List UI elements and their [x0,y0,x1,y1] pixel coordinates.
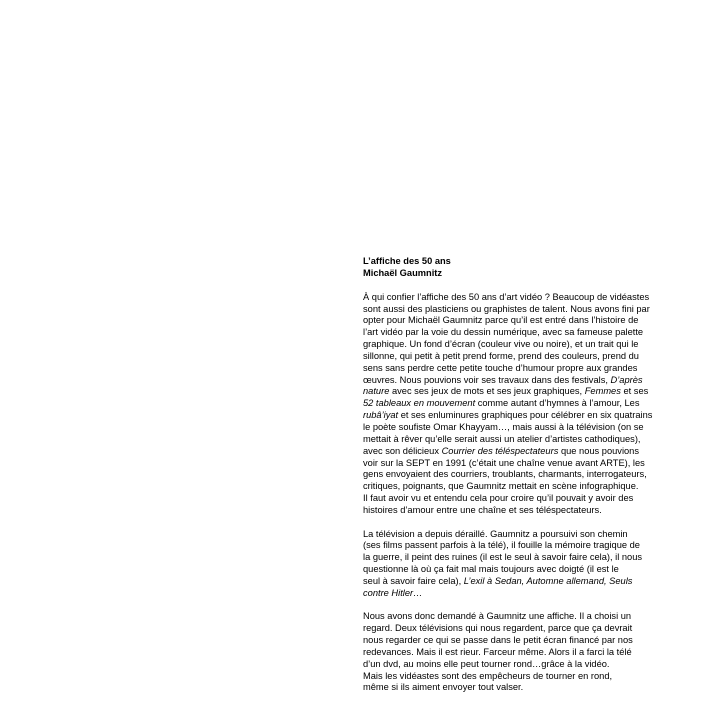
text-run: critiques, poignants, que Gaumnitz mettait en scène infographique. [363,481,639,492]
text-line [363,611,673,623]
text-run: opter pour Michaël Gaumnitz parce qu’il est entré dans l’histoire de [363,315,639,326]
text-line [363,327,673,339]
text-line [363,375,673,387]
italic-text-run: nature [363,386,390,397]
text-line [363,647,673,659]
text-line [363,505,673,517]
text-line [363,529,673,541]
text-line [363,623,673,635]
text-line [363,588,673,600]
text-run: nous regarder ce qui se passe dans le petit écran financé par nos [363,635,633,646]
italic-text-run: Femmes [584,386,621,397]
text-line [363,682,673,694]
text-run: seul à savoir faire cela), [363,575,464,586]
text-line [363,552,673,564]
italic-text-run: D’après [610,374,643,385]
text-line [363,576,673,588]
text-run: et ses [620,386,649,397]
text-run: La télévision a depuis déraillé. Gaumnitz a poursuivi son chemin [363,528,628,539]
text-line [363,493,673,505]
text-run: que nous pouvions [558,445,639,456]
italic-text-run: rubâ’iyat [363,410,399,421]
italic-text-run: 52 tableaux en mouvement [363,398,476,409]
text-run: histoires d’amour entre une chaîne et ses téléspectateurs. [363,504,602,515]
text-run: Il faut avoir vu et entendu cela pour croire qu’il pouvait y avoir des [363,493,634,504]
article-heading [363,256,673,280]
italic-text-run: contre Hitler… [363,587,423,598]
text-run: regard. Deux télévisions qui nous regardent, parce que ça devrait [363,623,633,634]
article-title: L’affiche des 50 ans [363,256,451,266]
text-run: graphique. Un fond d’écran (couleur vive ou noire), et un trait qui le [363,339,639,350]
article [363,256,673,706]
text-line [363,481,673,493]
text-line [363,458,673,470]
text-line [363,540,673,552]
text-line [363,398,673,410]
article-paragraph [363,529,673,600]
text-line [363,434,673,446]
text-run: l’art vidéo par la voie du dessin numérique, avec sa fameuse palette [363,327,644,338]
italic-text-run: Courrier des téléspectateurs [441,445,559,456]
text-run: redevances. Mais il est rieur. Farceur même. Alors il a farci la télé [363,646,632,657]
text-line [363,446,673,458]
text-run: Mais les vidéastes sont des empêcheurs de tourner en rond, [363,670,613,681]
text-line [363,659,673,671]
italic-text-run: L’exil à Sedan, Automne allemand, Seuls [463,575,633,586]
text-run: même si ils aiment envoyer tout valser. [363,682,524,693]
text-run: le poète soufiste Omar Khayyam…, mais aussi à la télévision (on se [363,421,644,432]
article-author: Michaël Gaumnitz [363,267,443,278]
text-line [363,304,673,316]
text-run: sens sans perdre cette petite touche d’humour propre aux grandes [363,362,638,373]
text-run: d’un dvd, au moins elle peut tourner rond…grâce à la vidéo. [363,658,610,669]
text-run: À qui confier l’affiche des 50 ans d’art vidéo ? Beaucoup de vidéastes [363,291,650,302]
text-run: œuvres. Nous pouvions voir ses travaux dans des festivals, [363,374,611,385]
text-line [363,315,673,327]
text-run: sont aussi des plasticiens ou graphistes de talent. Nous avons fini par [363,303,650,314]
text-line [363,422,673,434]
text-line [363,351,673,363]
text-run: (ses films passent parfois à la télé), il fouille la mémoire tragique de [363,540,640,551]
text-run: comme autant d’hymnes à l’amour, Les [475,398,640,409]
text-run: la guerre, il peint des ruines (il est le seul à savoir faire cela), il nous [363,552,643,563]
text-run: avec ses jeux de mots et ses jeux graphiques, [389,386,585,397]
text-line [363,564,673,576]
text-line [363,386,673,398]
text-run: voir sur la SEPT en 1991 (c’était une chaîne venue avant ARTE), les [363,457,645,468]
text-line [363,635,673,647]
text-line [363,671,673,683]
text-run: mettait à rêver qu’elle serait aussi un atelier d’artistes cathodiques), [363,433,641,444]
text-line [363,339,673,351]
text-line [363,292,673,304]
text-line [363,363,673,375]
text-run: Nous avons donc demandé à Gaumnitz une affiche. Il a choisi un [363,611,632,622]
text-run: avec son délicieux [363,445,442,456]
article-paragraph [363,292,673,517]
text-line [363,469,673,481]
article-body [363,292,673,695]
text-run: et ses enluminures graphiques pour célébrer en six quatrains [398,410,653,421]
text-run: gens envoyaient des courriers, troublants, charmants, interrogateurs, [363,469,647,480]
text-run: sillonne, qui petit à petit prend forme, prend des couleurs, prend du [363,350,639,361]
text-line [363,410,673,422]
article-paragraph [363,611,673,694]
text-run: questionne là où ça fait mal mais toujours avec doigté (il est le [363,564,619,575]
